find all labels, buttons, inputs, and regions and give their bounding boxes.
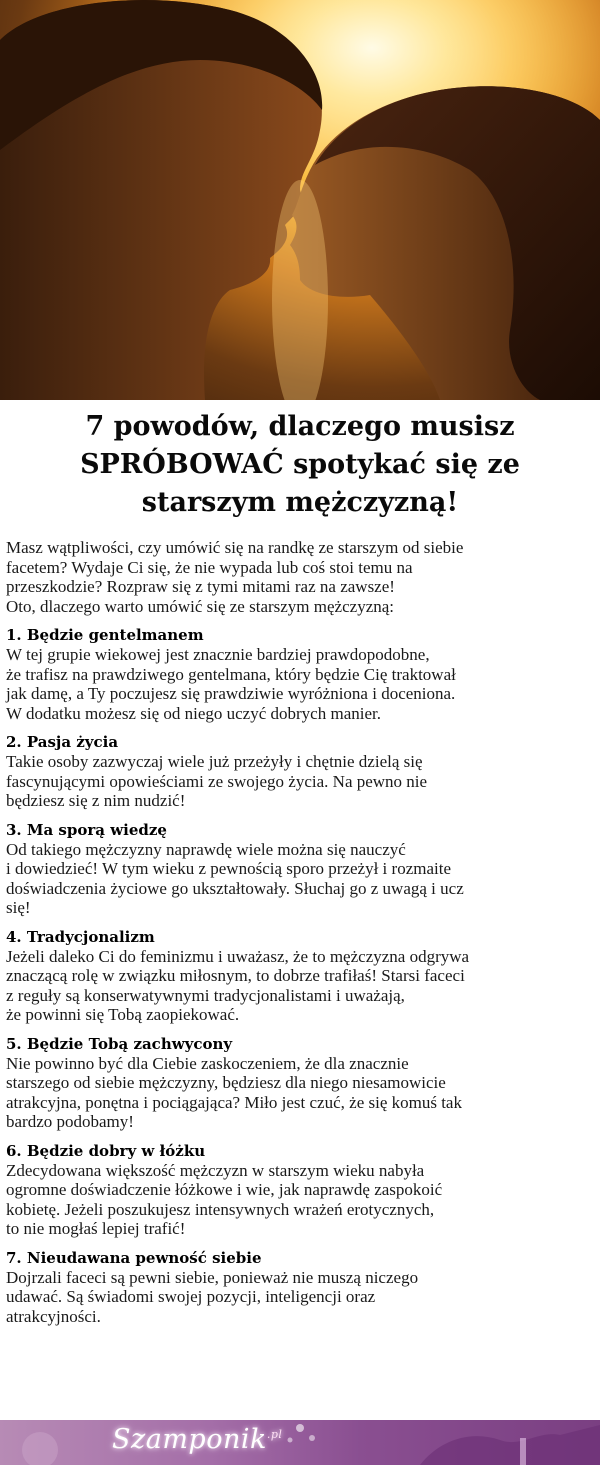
text-line: z reguły są konserwatywnymi tradycjonalistami i uważają,	[6, 985, 405, 1005]
text-line: Jeżeli daleko Ci do feminizmu i uważasz, że to mężczyzna odgrywa	[6, 946, 470, 966]
section-heading: 4. Tradycjonalizm	[6, 927, 155, 946]
text-line: przeszkodzie? Rozpraw się z tymi mitami raz na zawsze!	[6, 577, 395, 596]
footer-banner	[0, 1420, 600, 1465]
reason-section	[6, 1034, 594, 1132]
brand-tld: .pl	[266, 1428, 283, 1441]
text-line: to nie mogłaś lepiej trafić!	[6, 1219, 186, 1238]
intro-paragraph	[6, 538, 594, 616]
text-line: fascynującymi opowieściami ze swojego życia. Na pewno nie	[6, 771, 428, 791]
text-line: że powinni się Tobą zaopiekować.	[6, 1005, 240, 1024]
text-line: kobietę. Jeżeli poszukujesz intensywnych wrażeń erotycznych,	[6, 1199, 435, 1219]
brand-name: Szamponik	[112, 1424, 267, 1455]
text-line: jak damę, a Ty poczujesz się prawdziwie wyróżniona i doceniona.	[6, 684, 456, 703]
text-line: Takie osoby zazwyczaj wiele już przeżyły i chętnie dzielą się	[6, 752, 423, 771]
section-heading: 6. Będzie dobry w łóżku	[6, 1141, 206, 1160]
section-heading: 1. Będzie gentelmanem	[6, 626, 204, 644]
hero-image	[0, 0, 600, 400]
section-heading: 7. Nieudawana pewność siebie	[6, 1248, 262, 1267]
reason-section	[6, 1248, 594, 1327]
reason-section	[6, 732, 594, 811]
article-title	[0, 408, 600, 522]
reason-section	[6, 927, 594, 1025]
text-line: bardzo podobamy!	[6, 1112, 134, 1131]
text-line: Zdecydowana większość mężczyzn w starszym wieku nabyła	[6, 1160, 425, 1180]
brand-logo[interactable]	[112, 1424, 282, 1455]
title-line: starszym mężczyzną!	[141, 487, 459, 518]
text-line: W dodatku możesz się od niego uczyć dobrych manier.	[6, 703, 381, 723]
text-line: W tej grupie wiekowej jest znacznie bardziej prawdopodobne,	[6, 645, 430, 664]
text-line: że trafisz na prawdziwego gentelmana, który będzie Cię traktował	[6, 664, 456, 684]
title-line: 7 powodów, dlaczego musisz	[85, 411, 515, 442]
text-line: doświadczenia życiowe go ukształtowały. Słuchaj go z uwagą i ucz	[6, 878, 464, 898]
reason-section	[6, 820, 594, 918]
section-heading: 3. Ma sporą wiedzę	[6, 820, 167, 839]
text-line: Dojrzali faceci są pewni siebie, ponieważ nie muszą niczego	[6, 1267, 419, 1287]
article-body	[6, 538, 594, 1326]
text-line: się!	[6, 898, 31, 917]
couple-silhouette-illustration	[0, 0, 600, 400]
text-line: znaczącą rolę w związku miłosnym, to dobrze trafiłaś! Starsi faceci	[6, 966, 465, 985]
title-line: SPRÓBOWAĆ spotykać się ze	[80, 449, 520, 480]
text-line: będziesz się z nim nudzić!	[6, 791, 186, 810]
text-line: atrakcyjna, ponętna i pociągająca? Miło jest czuć, że się komuś tak	[6, 1092, 462, 1112]
text-line: Masz wątpliwości, czy umówić się na randkę ze starszym od siebie	[6, 538, 464, 557]
text-line: starszego od siebie mężczyzny, będziesz dla niego niesamowicie	[6, 1073, 446, 1092]
section-heading: 2. Pasja życia	[6, 733, 119, 751]
text-line: Oto, dlaczego warto umówić się ze starszym mężczyzną:	[6, 596, 395, 616]
section-heading: 5. Będzie Tobą zachwycony	[6, 1034, 233, 1053]
decorative-pattern-icon	[0, 1420, 600, 1465]
text-line: Od takiego mężczyzny naprawdę wiele można się nauczyć	[6, 839, 406, 859]
text-line: ogromne doświadczenie łóżkowe i wie, jak naprawdę zaspokoić	[6, 1180, 443, 1199]
text-line: facetem? Wydaje Ci się, że nie wypada lub coś stoi temu na	[6, 557, 413, 577]
text-line: i dowiedzieć! W tym wieku z pewnością sporo przeżył i rozmaite	[6, 859, 451, 878]
text-line: Nie powinno być dla Ciebie zaskoczeniem, że dla znacznie	[6, 1053, 409, 1073]
reason-section	[6, 1141, 594, 1239]
text-line: udawać. Są świadomi swojej pozycji, inteligencji oraz	[6, 1287, 376, 1306]
text-line: atrakcyjności.	[6, 1306, 101, 1326]
reason-section	[6, 625, 594, 723]
